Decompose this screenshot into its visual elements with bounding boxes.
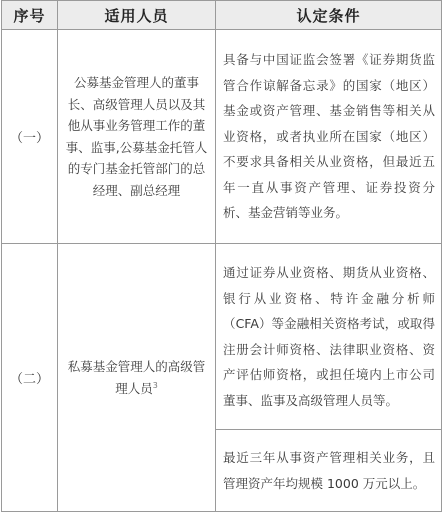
qualification-condition: 最近三年从事资产管理相关业务，且管理资产年均规模 1000 万元以上。 xyxy=(216,430,442,512)
row-number: （二） xyxy=(2,244,58,512)
qualification-condition: 通过证券从业资格、期货从业资格、银行从业资格、特许金融分析师（CFA）等金融相关资格考试，或取得注册会计师资格、法律职业资格、资产评估师资格，或担任境内上市公司董事、监事及高级管理人员等。 xyxy=(216,244,442,430)
row-number: （一） xyxy=(2,30,58,244)
table-row xyxy=(2,30,442,244)
qualification-condition: 具备与中国证监会签署《证券期货监管合作谅解备忘录》的国家（地区）基金或资产管理、基金销售等相关从业资格，或者执业所在国家（地区）不要求具备相关从业资格，但最近五年一直从事资产管理、证券投资分析、基金营销等业务。 xyxy=(216,30,442,244)
footnote-marker: 3 xyxy=(152,380,158,390)
header-no: 序号 xyxy=(2,1,58,30)
conditions-table xyxy=(1,0,442,512)
applicable-personnel xyxy=(58,244,216,512)
applicable-personnel: 公募基金管理人的董事长、高级管理人员以及其他从事业务管理工作的董事、监事,公募基金托管人的专门基金托管部门的总经理、副总经理 xyxy=(58,30,216,244)
table-header-row xyxy=(2,1,442,30)
role-text: 私募基金管理人的高级管理人员 xyxy=(67,359,206,396)
header-conditions: 认定条件 xyxy=(216,1,442,30)
table-row xyxy=(2,244,442,430)
header-role: 适用人员 xyxy=(58,1,216,30)
